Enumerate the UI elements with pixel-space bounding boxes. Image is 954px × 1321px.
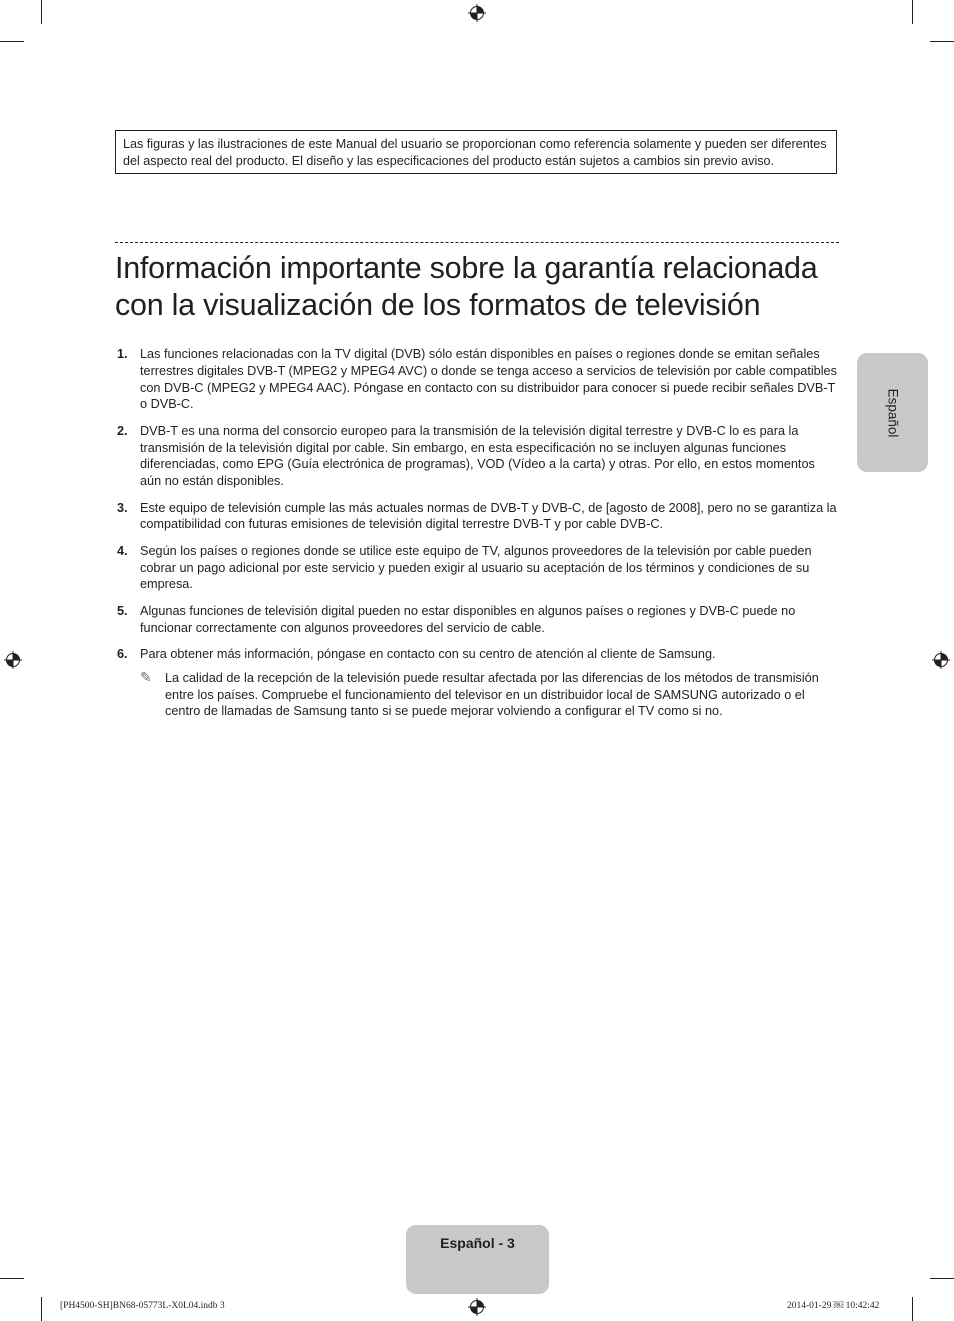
registration-mark-icon [932, 651, 950, 669]
note-text: La calidad de la recepción de la televisión puede resultar afectada por las diferencias de los métodos de transmisión entre los países. Compruebe el funcionamiento del televisor en un distribuidor local de SAMSUNG autorizado o el centro de llamadas de Samsung tanto si se puede mejorar volviendo a configurar el TV como si no. [165, 670, 819, 719]
crop-mark [912, 0, 913, 24]
list-item [117, 646, 839, 720]
pencil-icon: ✎ [140, 668, 152, 685]
language-tab-label: Español [885, 388, 900, 437]
item-text: Algunas funciones de televisión digital pueden no estar disponibles en algunos países o regiones y DVB-C puede no funcionar correctamente con algunos proveedores del servicio de cable. [140, 603, 796, 635]
disclaimer-box [115, 130, 837, 174]
list-item [117, 543, 839, 593]
crop-mark [41, 0, 42, 24]
registration-mark-icon [468, 1298, 486, 1316]
registration-mark-icon [468, 4, 486, 22]
crop-mark [930, 1278, 954, 1279]
language-tab [857, 353, 928, 472]
item-text: Para obtener más información, póngase en contacto con su centro de atención al cliente de Samsung. [140, 646, 716, 661]
crop-mark [0, 1278, 24, 1279]
item-text: Este equipo de televisión cumple las más actuales normas de DVB-T y DVB-C, de [agosto de 2008], pero no se garantiza la compatibilidad con futuras emisiones de televisión digital terrestre DVB-T y por cable DVB-C. [140, 500, 837, 532]
item-text: Según los países o regiones donde se utilice este equipo de TV, algunos proveedores de la televisión por cable pueden cobrar un pago adicional por este servicio y pueden exigir al usuario su aceptación de los términos y condiciones de su empresa. [140, 543, 812, 592]
list-item [117, 603, 839, 637]
item-number: 6. [117, 646, 128, 661]
crop-mark [930, 41, 954, 42]
item-number: 3. [117, 500, 128, 515]
item-number: 4. [117, 543, 128, 558]
item-number: 2. [117, 423, 128, 438]
crop-mark [41, 1297, 42, 1321]
item-text: DVB-T es una norma del consorcio europeo para la transmisión de la televisión digital terrestre y DVB-C lo es para la transmisión de la televisión digital por cable. Sin embargo, en esta especificación no se incluyen algunas funciones diferenciadas, como EPG (Guía electrónica de programas), VOD (Vídeo a la carta) y otras. Por ello, en estos momentos aún no están disponibles. [140, 423, 815, 489]
item-text: Las funciones relacionadas con la TV digital (DVB) sólo están disponibles en países o regiones donde se emitan señales terrestres digitales DVB-T (MPEG2 y MPEG4 AVC) o donde se tenga acceso a servicios de televisión por cable compatibles con DVB-C (MPEG2 y MPEG4 AAC). Póngase en contacto con su distribuidor para conocer si puede recibir señales DVB-T o DVB-C. [140, 347, 837, 412]
footer-timestamp: 2014-01-29 ￼ 10:42:42 [787, 1301, 880, 1311]
footer-file-info: [PH4500-SH]BN68-05773L-X0L04.indb 3 [60, 1301, 225, 1311]
item-number: 1. [117, 347, 128, 361]
list-item [117, 346, 839, 413]
section-divider [115, 242, 839, 243]
page-number-label: Español - 3 [440, 1235, 515, 1251]
list-item [117, 423, 839, 490]
registration-mark-icon [4, 651, 22, 669]
crop-mark [912, 1297, 913, 1321]
note [140, 670, 839, 720]
section-title: Información importante sobre la garantía relacionada con la visualización de los formatos de televisión [115, 251, 818, 322]
page-number-tab [406, 1225, 549, 1294]
warranty-list [117, 346, 839, 730]
crop-mark [0, 41, 24, 42]
list-item [117, 500, 839, 534]
item-number: 5. [117, 603, 128, 618]
disclaimer-text: Las figuras y las ilustraciones de este Manual del usuario se proporcionan como referencia solamente y pueden ser diferentes del aspecto real del producto. El diseño y las especificaciones del producto están sujetos a cambios sin previo aviso. [123, 137, 827, 168]
